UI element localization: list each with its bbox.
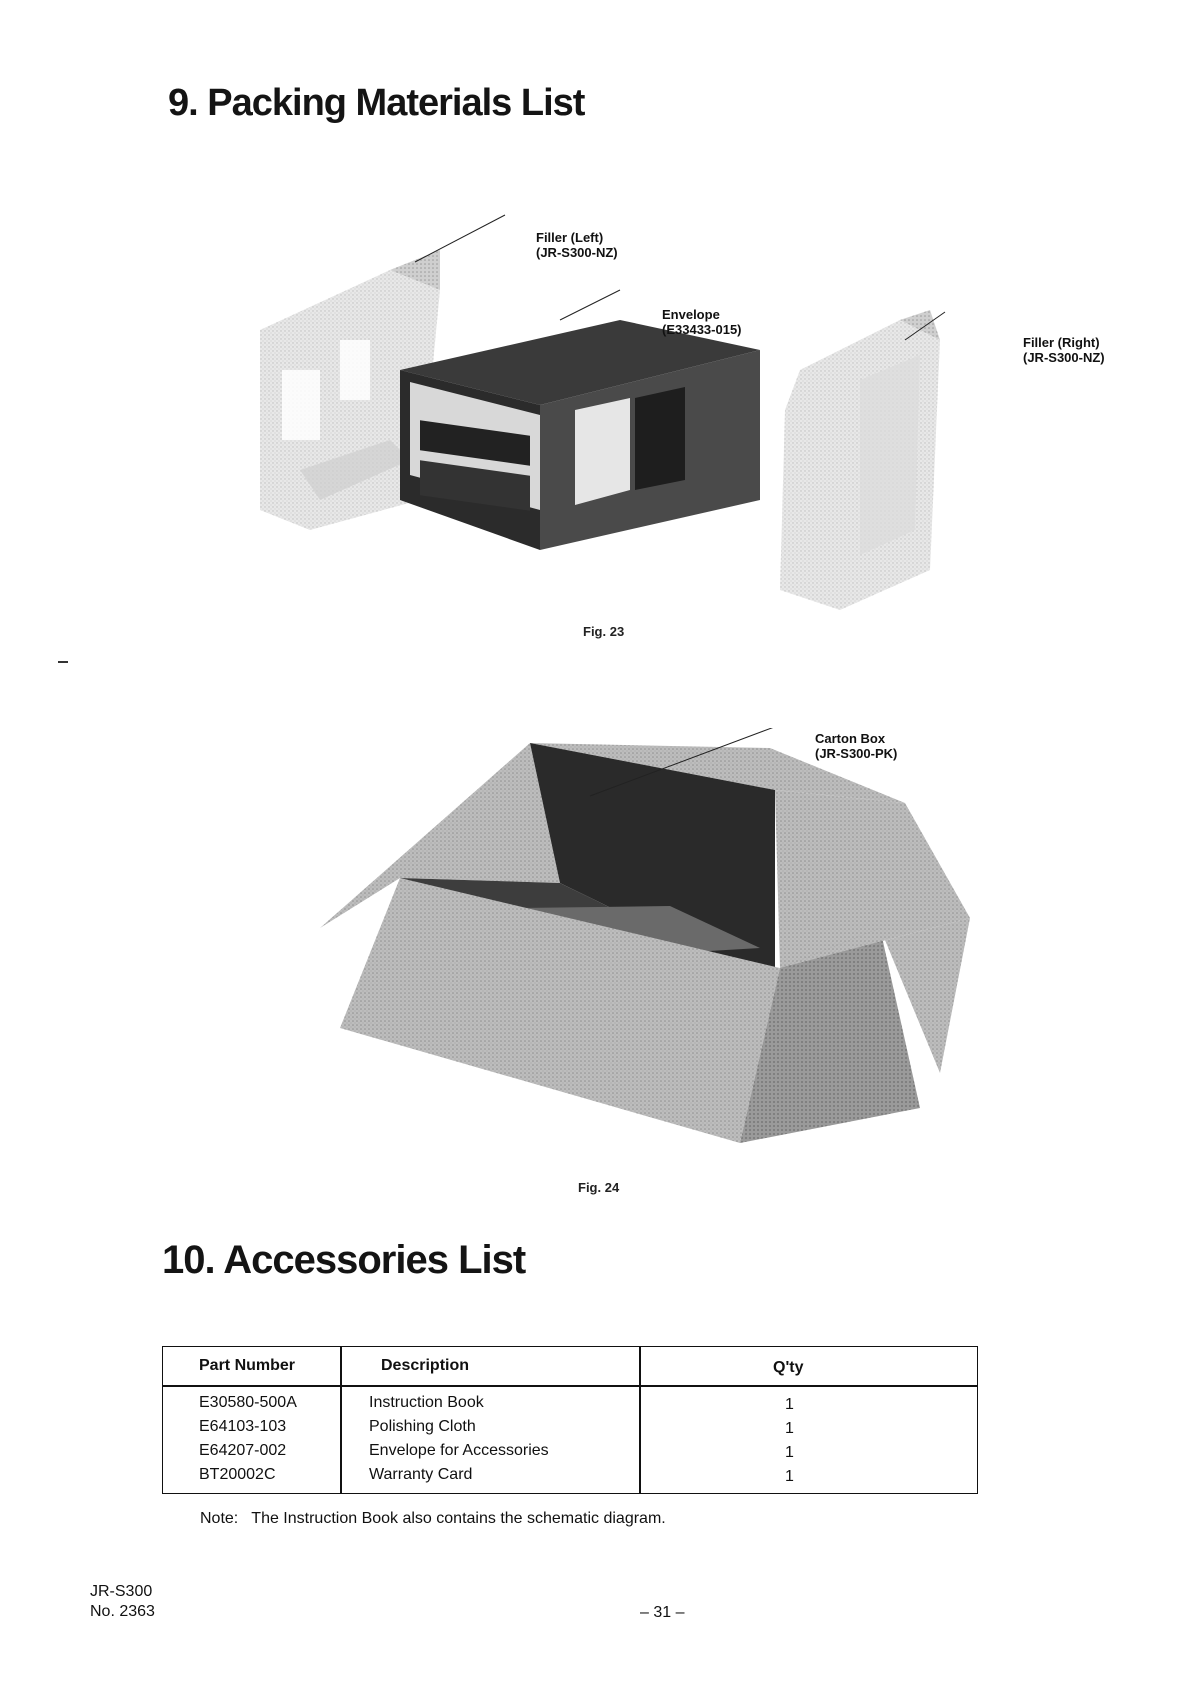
cell-part-number: BT20002C xyxy=(199,1466,276,1483)
footer-model: JR-S300 xyxy=(90,1583,153,1600)
fig24-illustration xyxy=(320,728,980,1168)
column-divider xyxy=(340,1347,342,1493)
filler-right-shape xyxy=(780,310,940,610)
margin-mark xyxy=(58,661,68,663)
unit-shape xyxy=(400,320,760,550)
footer-doc-number: No. 2363 xyxy=(90,1603,155,1620)
page-number: – 31 – xyxy=(640,1604,685,1621)
accessories-table xyxy=(162,1346,978,1494)
callout-carton-box-line1: Carton Box xyxy=(815,731,886,746)
cell-qty: 1 xyxy=(785,1444,794,1461)
callout-filler-right-line2: (JR-S300-NZ) xyxy=(1023,350,1105,365)
section-number: 9. xyxy=(168,82,198,124)
cell-qty: 1 xyxy=(785,1396,794,1413)
cell-part-number: E64207-002 xyxy=(199,1442,287,1459)
section-heading-accessories xyxy=(162,1238,525,1283)
header-description: Description xyxy=(381,1357,470,1374)
fig24-caption: Fig. 24 xyxy=(578,1180,620,1195)
footer-model-block xyxy=(90,1582,155,1622)
callout-filler-left-line2: (JR-S300-NZ) xyxy=(536,245,618,260)
callout-envelope-line2: (E33433-015) xyxy=(662,322,742,337)
section-heading-packing xyxy=(168,82,584,125)
fig23-caption: Fig. 23 xyxy=(583,624,625,639)
cell-qty: 1 xyxy=(785,1468,794,1485)
cell-description: Instruction Book xyxy=(369,1394,484,1411)
callout-filler-right xyxy=(1023,335,1105,365)
callout-filler-left xyxy=(536,230,618,260)
cell-part-number: E64103-103 xyxy=(199,1418,287,1435)
cell-description: Polishing Cloth xyxy=(369,1418,476,1435)
section-title: Packing Materials List xyxy=(207,82,585,124)
cell-description: Warranty Card xyxy=(369,1466,473,1483)
callout-envelope xyxy=(662,307,742,337)
header-part-number: Part Number xyxy=(199,1357,296,1374)
callout-envelope-line1: Envelope xyxy=(662,307,720,322)
callout-filler-right-line1: Filler (Right) xyxy=(1023,335,1100,350)
header-qty: Q'ty xyxy=(773,1359,804,1376)
cell-part-number: E30580-500A xyxy=(199,1394,297,1411)
table-note: Note: The Instruction Book also contains the schematic diagram. xyxy=(200,1510,666,1527)
section-number: 10. xyxy=(162,1238,215,1282)
cell-description: Envelope for Accessories xyxy=(369,1442,549,1459)
header-divider xyxy=(163,1385,977,1387)
carton-box-shape xyxy=(320,743,970,1143)
column-divider xyxy=(639,1347,641,1493)
fig23-illustration xyxy=(240,210,1120,640)
cell-qty: 1 xyxy=(785,1420,794,1437)
section-title: Accessories List xyxy=(223,1238,526,1282)
callout-carton-box xyxy=(815,731,897,761)
callout-carton-box-line2: (JR-S300-PK) xyxy=(815,746,898,761)
callout-filler-left-line1: Filler (Left) xyxy=(536,230,604,245)
